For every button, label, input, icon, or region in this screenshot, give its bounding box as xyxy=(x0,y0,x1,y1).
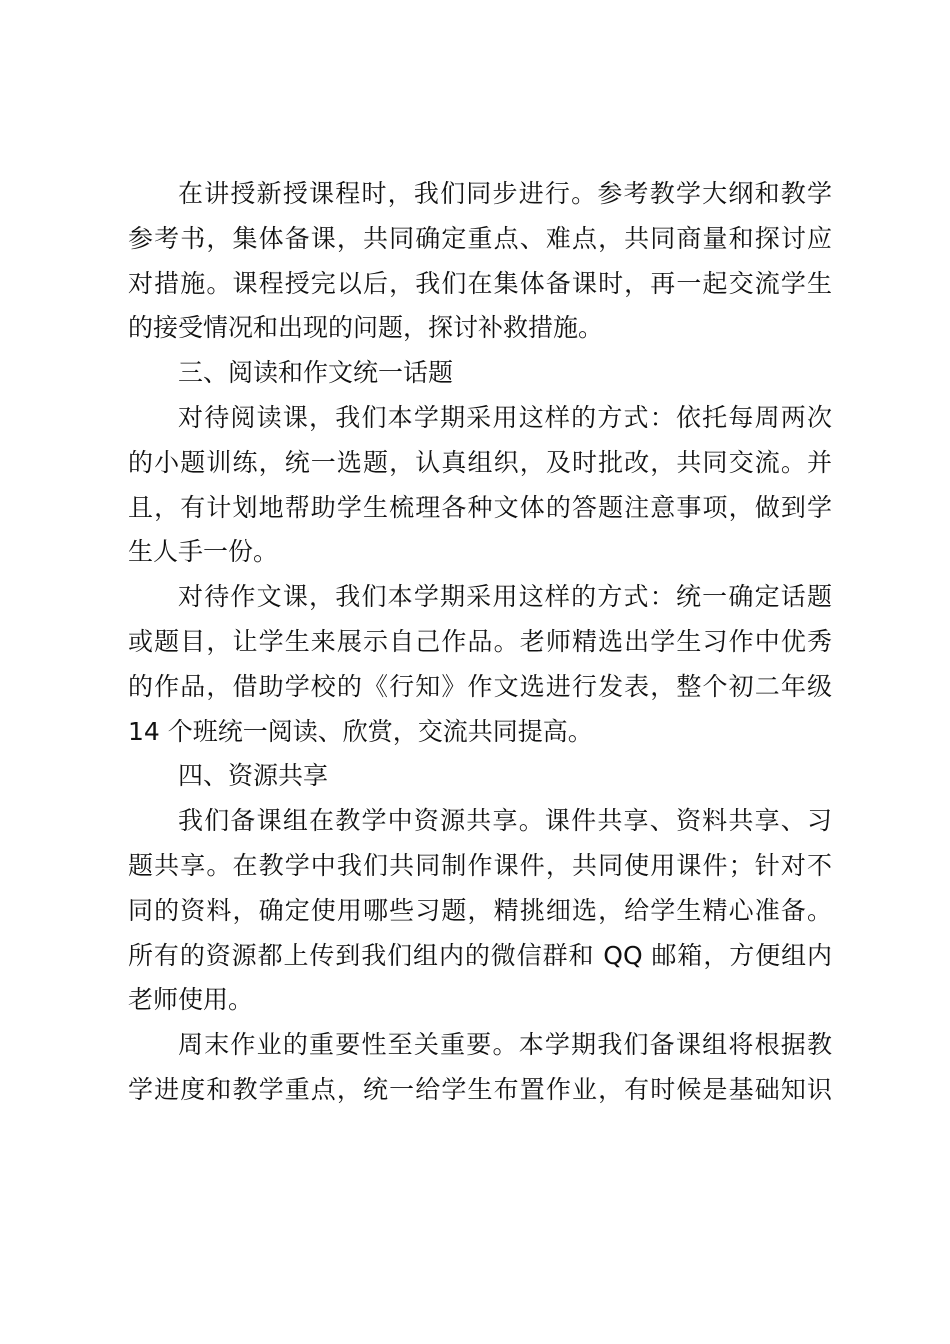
text-line: 或题目，让学生来展示自己作品。老师精选出学生习作中优秀 xyxy=(128,626,832,656)
document-body xyxy=(128,172,832,1113)
text-line: 的小题训练，统一选题，认真组织，及时批改，共同交流。并 xyxy=(128,447,832,477)
text-line: 对措施。课程授完以后，我们在集体备课时，再一起交流学生 xyxy=(128,268,832,298)
text-line: 同的资料，确定使用哪些习题，精挑细选，给学生精心准备。 xyxy=(128,895,832,925)
text-line: 学进度和教学重点，统一给学生布置作业，有时候是基础知识 xyxy=(128,1074,832,1104)
text-line: 对待作文课，我们本学期采用这样的方式：统一确定话题 xyxy=(178,582,832,612)
section-heading: 三、阅读和作文统一话题 xyxy=(178,358,454,388)
text-line: 老师使用。 xyxy=(128,985,254,1015)
text-line: 且，有计划地帮助学生梳理各种文体的答题注意事项，做到学 xyxy=(128,492,832,522)
text-line: 的接受情况和出现的问题，探讨补救措施。 xyxy=(128,313,604,343)
text-line: 对待阅读课，我们本学期采用这样的方式：依托每周两次 xyxy=(178,402,832,432)
text-line: 参考书，集体备课，共同确定重点、难点，共同商量和探讨应 xyxy=(128,223,832,253)
text-line: 所有的资源都上传到我们组内的微信群和 QQ 邮箱，方便组内 xyxy=(128,940,832,970)
section-heading: 四、资源共享 xyxy=(178,761,329,791)
text-line: 我们备课组在教学中资源共享。课件共享、资料共享、习 xyxy=(178,806,832,836)
text-line: 周末作业的重要性至关重要。本学期我们备课组将根据教 xyxy=(178,1030,832,1060)
text-line: 在讲授新授课程时，我们同步进行。参考教学大纲和教学 xyxy=(178,179,832,208)
text-line: 生人手一份。 xyxy=(128,537,279,567)
text-line: 14 个班统一阅读、欣赏，交流共同提高。 xyxy=(128,716,593,746)
text-line: 的作品，借助学校的《行知》作文选进行发表，整个初二年级 xyxy=(128,671,832,701)
text-line: 题共享。在教学中我们共同制作课件，共同使用课件；针对不 xyxy=(128,850,832,880)
